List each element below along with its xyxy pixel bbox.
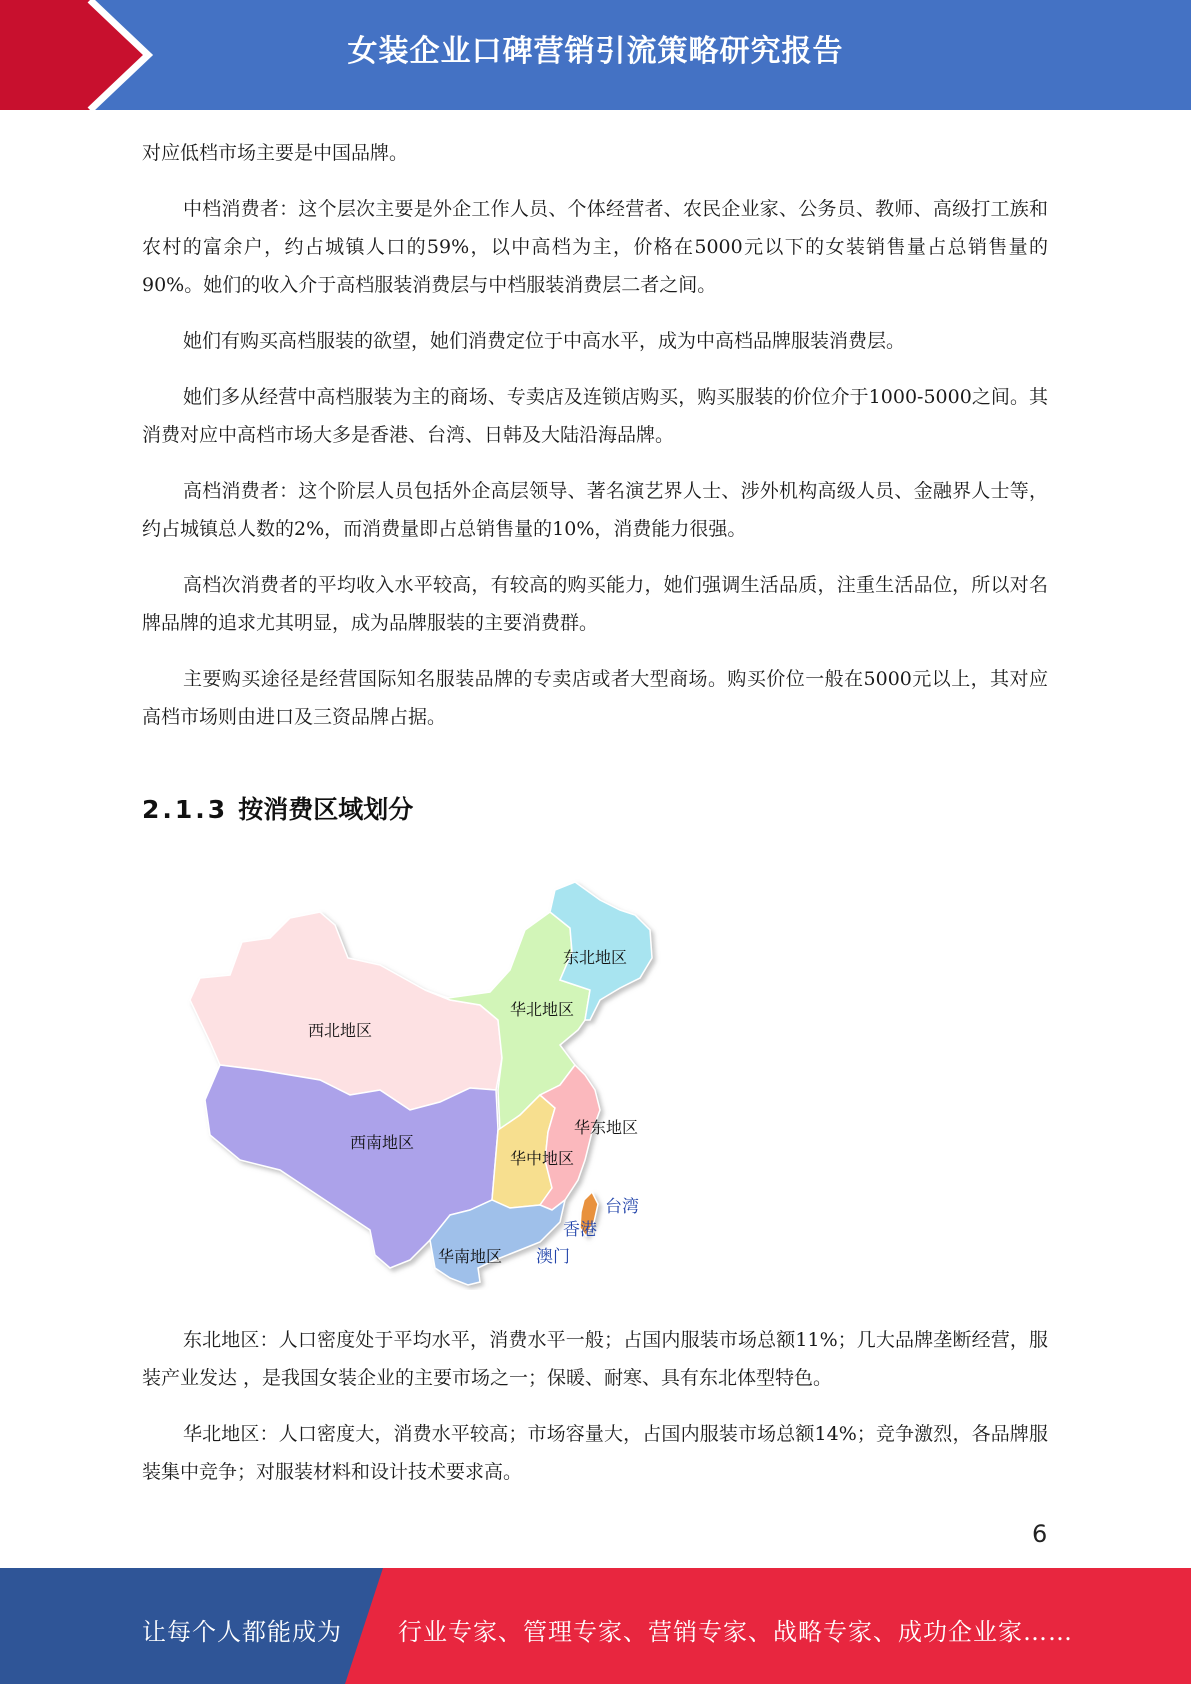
- map-label-south: 华南地区: [438, 1247, 503, 1266]
- map-label-north: 华北地区: [510, 1000, 575, 1019]
- map-label-hongkong: 香港: [563, 1220, 597, 1240]
- map-graphic: [180, 870, 700, 1290]
- map-label-central: 华中地区: [510, 1149, 575, 1168]
- document-title: 女装企业口碑营销引流策略研究报告: [347, 34, 844, 69]
- paragraph: 华北地区：人口密度大，消费水平较高；市场容量大，占国内服装市场总额14%；竞争激烈，各品牌服装集中竞争；对服装材料和设计技术要求高。: [142, 1423, 1048, 1483]
- page-number: 6: [1032, 1520, 1048, 1548]
- footer-bar: [0, 1568, 1191, 1684]
- paragraph: 高档消费者：这个阶层人员包括外企高层领导、著名演艺界人士、涉外机构高级人员、金融界人士等，约占城镇总人数的2%，而消费量即占总销售量的10%，消费能力很强。: [142, 480, 1048, 540]
- body-text-top: [142, 134, 1048, 736]
- map-label-northeast: 东北地区: [563, 948, 628, 967]
- paragraph: 东北地区：人口密度处于平均水平，消费水平一般；占国内服装市场总额11%；几大品牌垄断经营，服装产业发达 ，是我国女装企业的主要市场之一；保暖、耐寒、具有东北体型特色。: [142, 1329, 1048, 1389]
- body-text-bottom: [142, 1321, 1048, 1491]
- map-label-taiwan: 台湾: [605, 1197, 639, 1217]
- header-bar: [0, 0, 1191, 110]
- paragraph: 对应低档市场主要是中国品牌。: [142, 142, 409, 164]
- paragraph: 主要购买途径是经营国际知名服装品牌的专卖店或者大型商场。购买价位一般在5000元以上，其对应高档市场则由进口及三资品牌占据。: [142, 668, 1048, 728]
- map-label-east: 华东地区: [574, 1118, 639, 1137]
- section-number: 2.1.3: [142, 795, 229, 824]
- paragraph: 高档次消费者的平均收入水平较高，有较高的购买能力，她们强调生活品质，注重生活品位，所以对名牌品牌的追求尤其明显，成为品牌服装的主要消费群。: [142, 574, 1048, 634]
- footer-slogan-left: 让每个人都能成为: [142, 1618, 342, 1646]
- map-label-macau: 澳门: [536, 1247, 570, 1267]
- section-heading: [142, 790, 413, 826]
- paragraph: 中档消费者：这个层次主要是外企工作人员、个体经营者、农民企业家、公务员、教师、高级打工族和农村的富余户，约占城镇人口的59%，以中高档为主，价格在5000元以下的女装销售量占总销售量的90%。她们的收入介于高档服装消费层与中档服装消费层二者之间。: [142, 198, 1048, 296]
- section-title: 按消费区域划分: [238, 795, 414, 824]
- paragraph: 她们有购买高档服装的欲望，她们消费定位于中高水平，成为中高档品牌服装消费层。: [183, 330, 906, 352]
- paragraph: 她们多从经营中高档服装为主的商场、专卖店及连锁店购买，购买服装的价位介于1000-5000之间。其消费对应中高档市场大多是香港、台湾、日韩及大陆沿海品牌。: [142, 386, 1048, 446]
- footer-slogan-right: 行业专家、管理专家、营销专家、战略专家、成功企业家……: [398, 1618, 1073, 1646]
- china-region-map: [180, 870, 700, 1290]
- map-label-southwest: 西南地区: [350, 1133, 415, 1152]
- map-label-northwest: 西北地区: [308, 1021, 373, 1040]
